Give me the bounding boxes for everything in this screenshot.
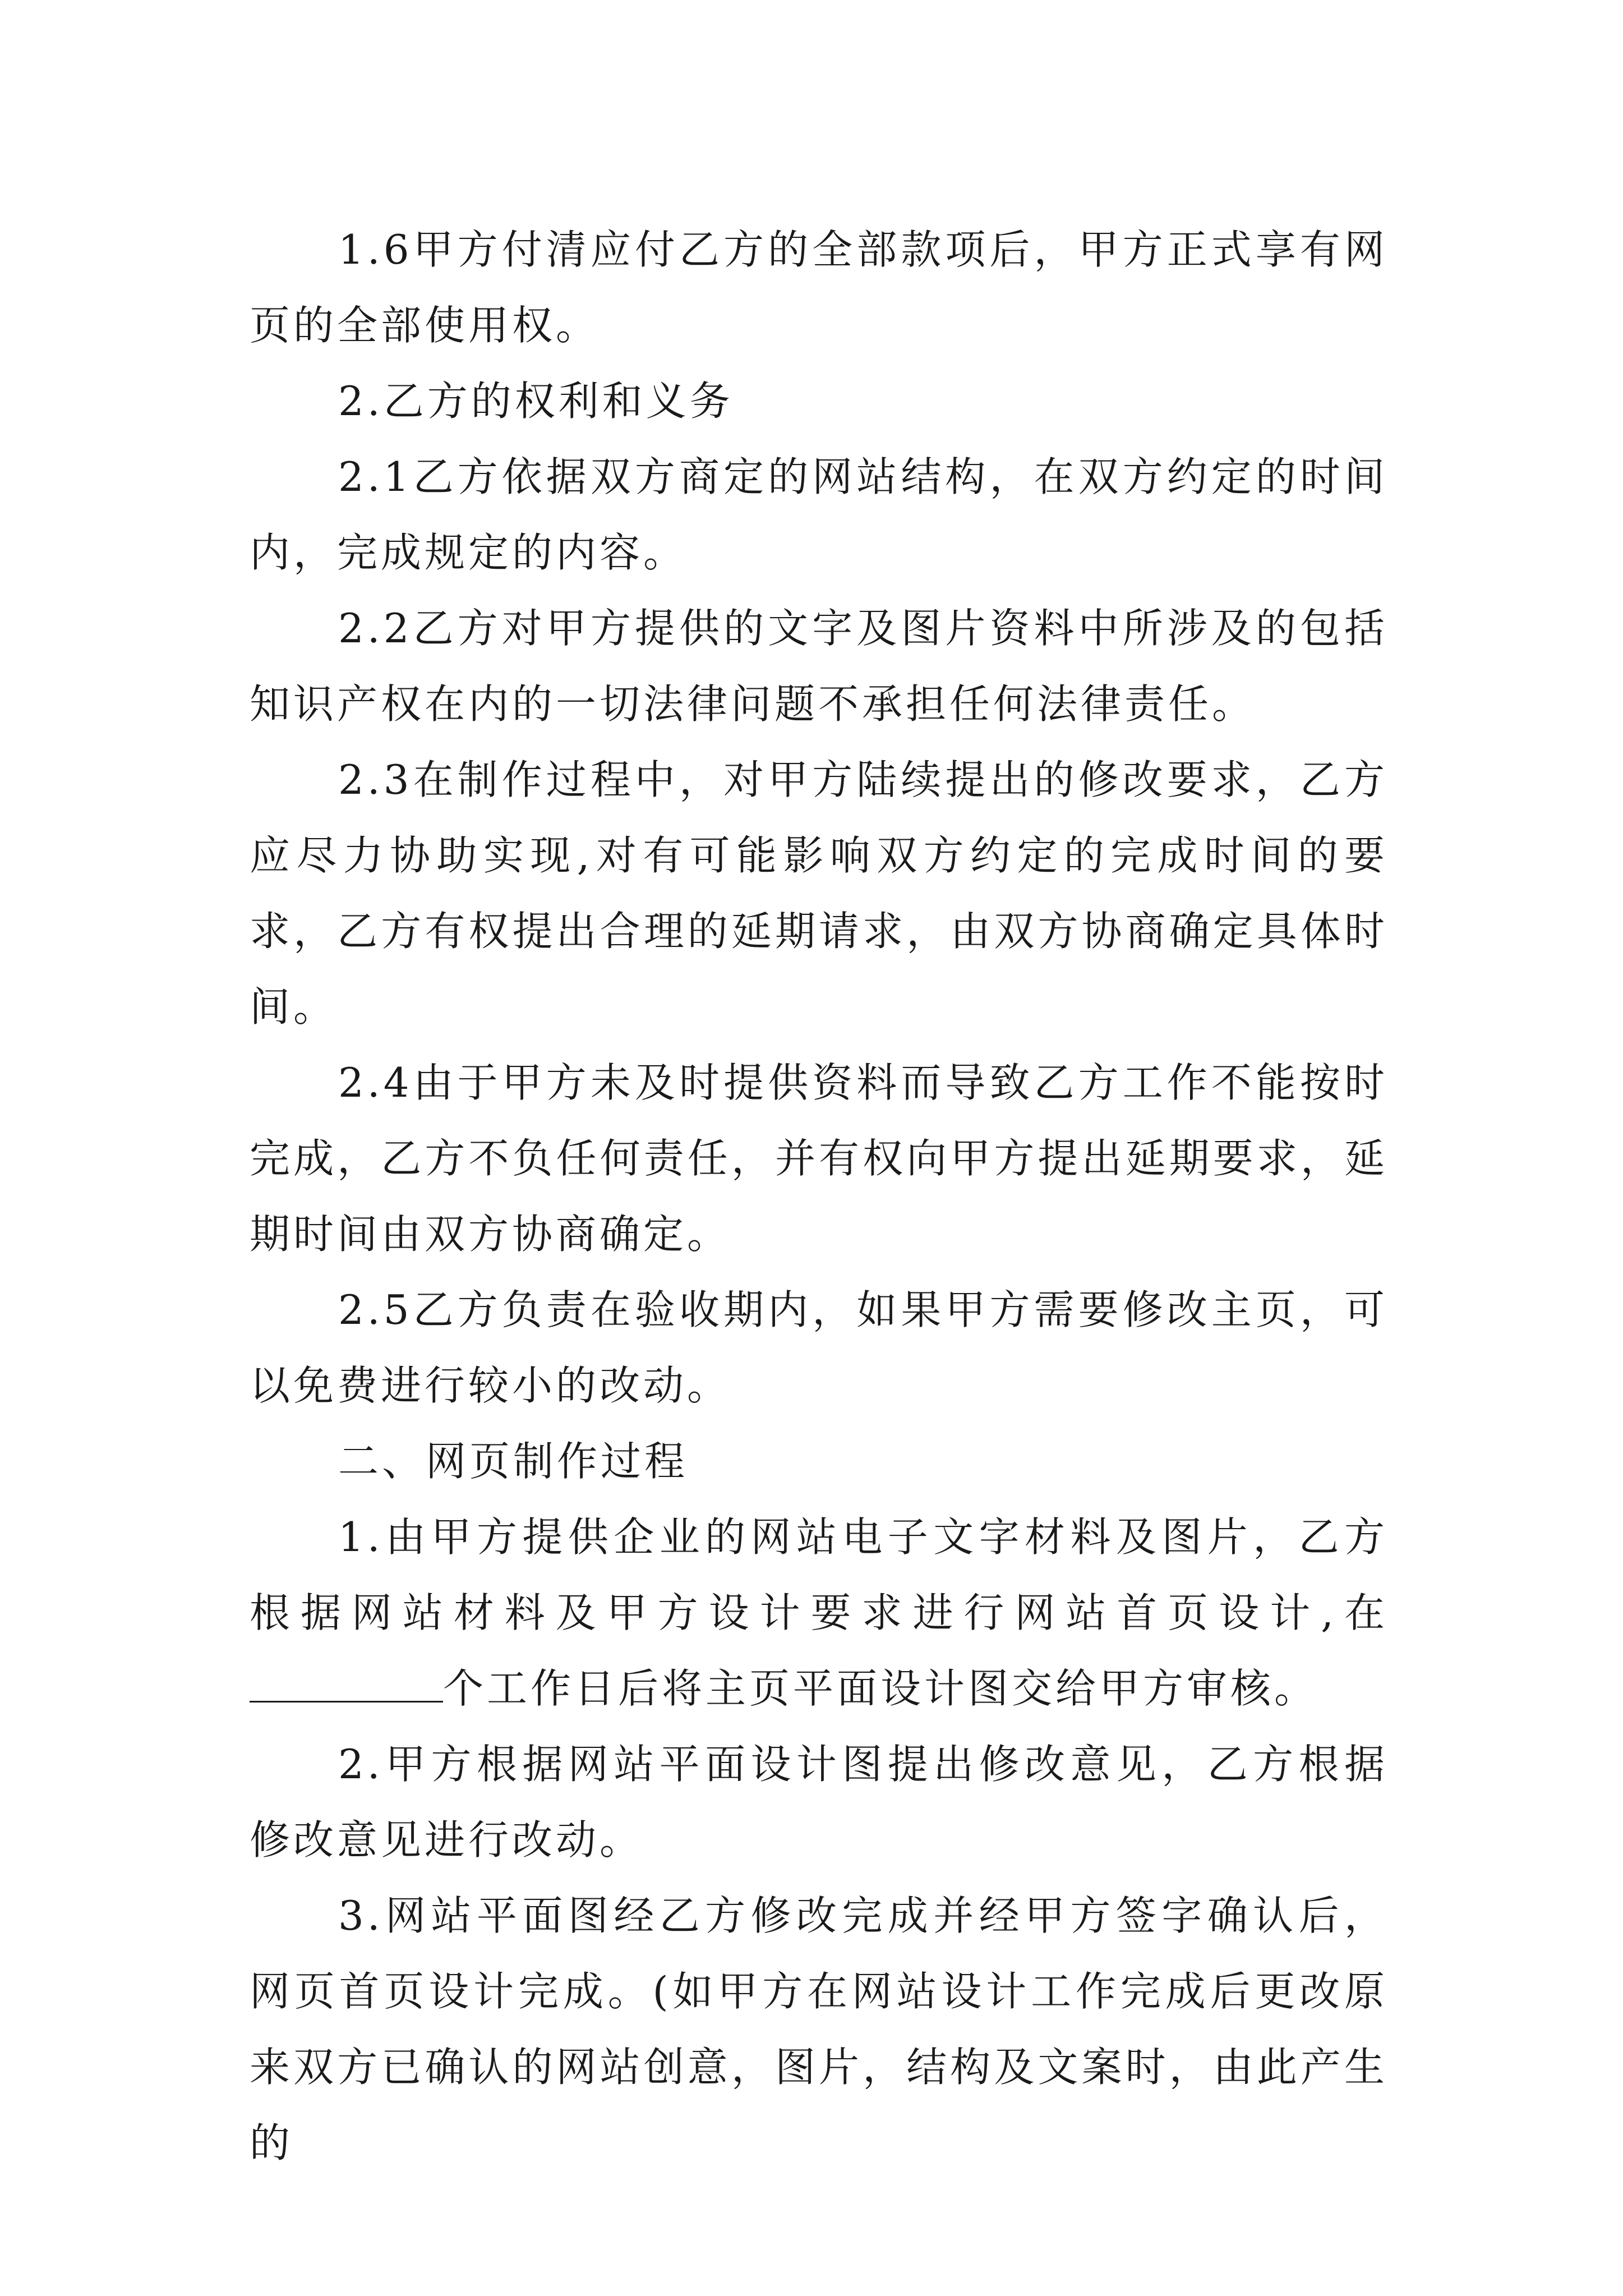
clause-2-heading: 2.乙方的权利和义务 [338, 378, 734, 425]
clause-2-3: 2.3在制作过程中，对甲方陆续提出的修改要求，乙方应尽力协助实现,对有可能影响双方约定的完成时间的要求，乙方有权提出合理的延期请求，由双方协商确定具体时间。 [250, 756, 1388, 1030]
process-step-1 [250, 1499, 1388, 1727]
fill-in-blank-days [250, 1666, 443, 1703]
clause-2-2: 2.2乙方对甲方提供的文字及图片资料中所涉及的包括知识产权在内的一切法律问题不承担任何法律责任。 [250, 605, 1388, 728]
clause-2-5: 2.5乙方负责在验收期内，如果甲方需要修改主页，可以免费进行较小的改动。 [250, 1286, 1388, 1409]
process-step-1-text-after: 个工作日后将主页平面设计图交给甲方审核。 [443, 1665, 1318, 1712]
process-step-2: 2.甲方根据网站平面设计图提出修改意见，乙方根据修改意见进行改动。 [250, 1741, 1388, 1864]
clause-2-1: 2.1乙方依据双方商定的网站结构，在双方约定的时间内，完成规定的内容。 [250, 453, 1388, 576]
process-step-1-text-before: 1.由甲方提供企业的网站电子文字材料及图片，乙方根据网站材料及甲方设计要求进行网站首页设计,在 [250, 1513, 1388, 1636]
section-2-heading: 二、网页制作过程 [338, 1438, 689, 1485]
process-step-3: 3.网站平面图经乙方修改完成并经甲方签字确认后，网页首页设计完成。(如甲方在网站设计工作完成后更改原来双方已确认的网站创意，图片，结构及文案时，由此产生的 [250, 1892, 1388, 2166]
clause-2-4: 2.4由于甲方未及时提供资料而导致乙方工作不能按时完成，乙方不负任何责任，并有权向甲方提出延期要求，延期时间由双方协商确定。 [250, 1059, 1388, 1258]
document-body [250, 212, 1388, 2181]
clause-1-6: 1.6甲方付清应付乙方的全部款项后，甲方正式享有网页的全部使用权。 [250, 226, 1388, 349]
